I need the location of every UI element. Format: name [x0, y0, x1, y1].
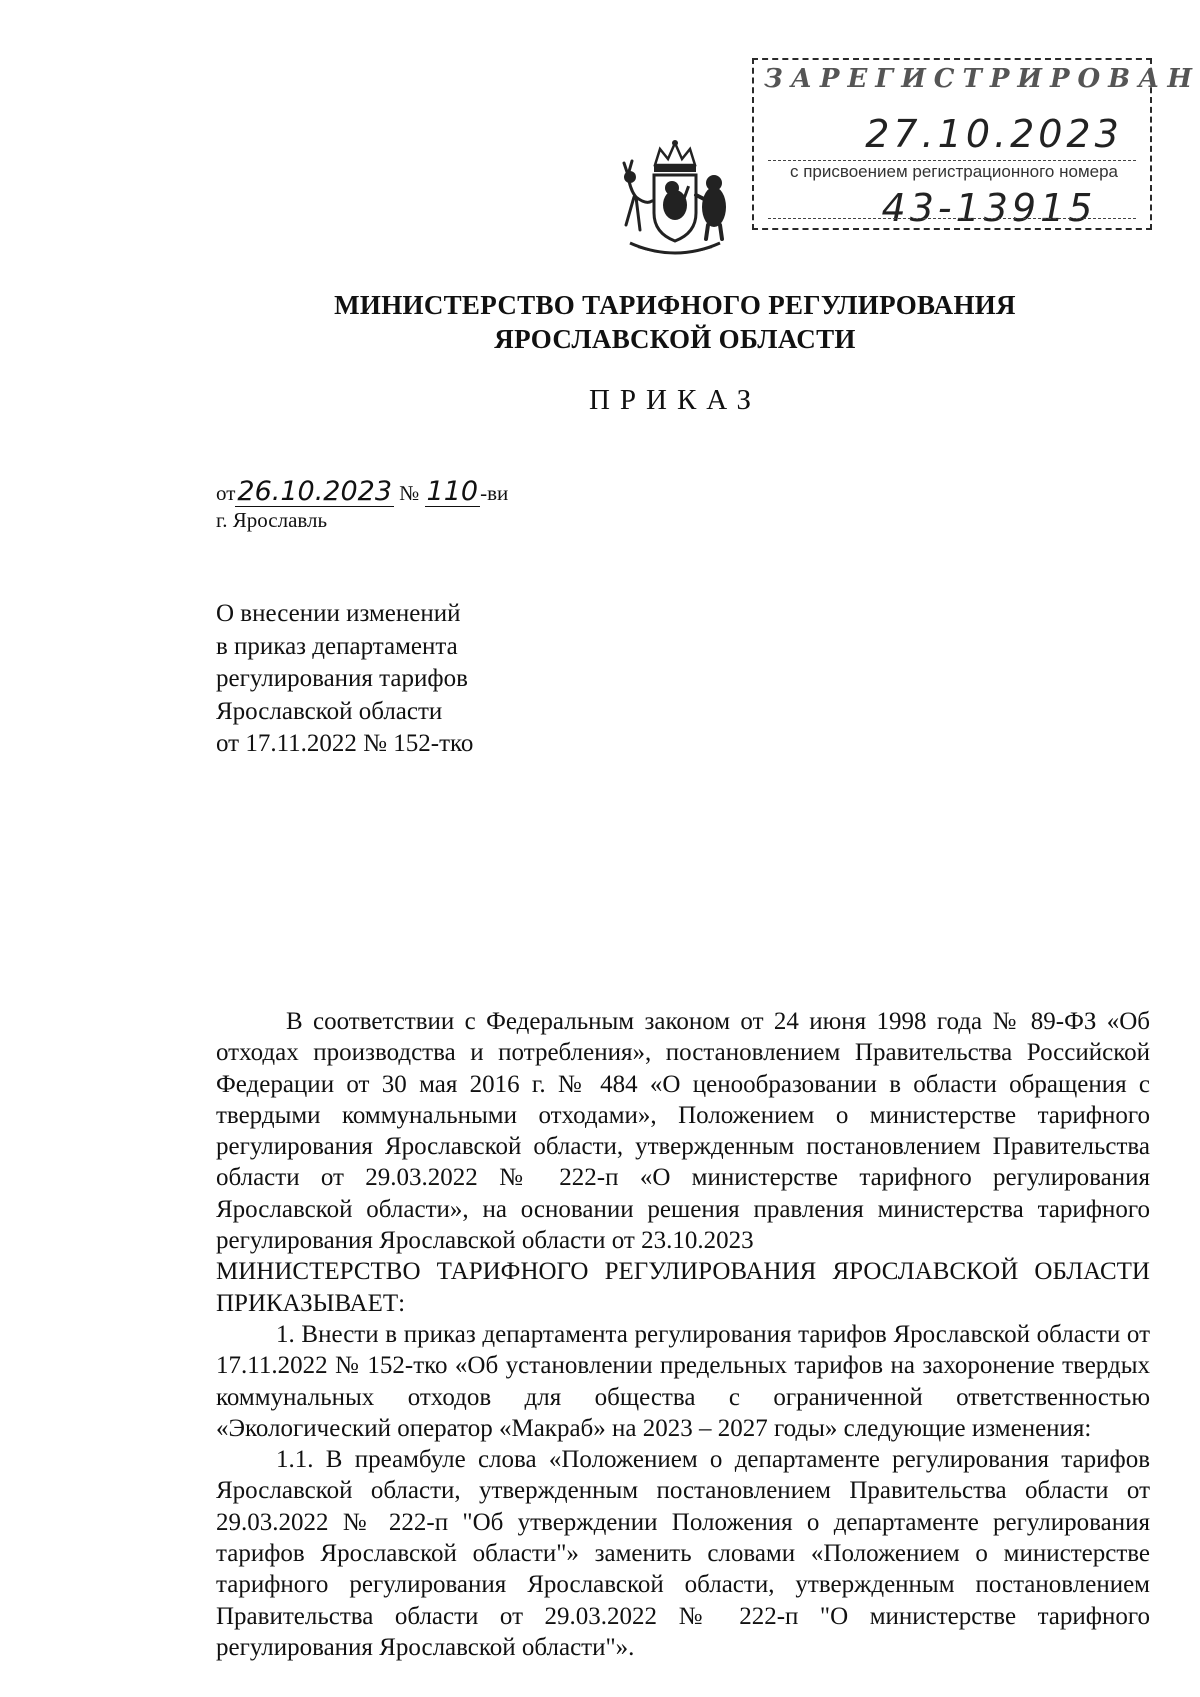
subject-line: регулирования тарифов — [216, 665, 468, 692]
registration-stamp — [752, 58, 1200, 230]
stamp-caption: с присвоением регистрационного номера — [790, 162, 1118, 181]
from-label: от — [216, 481, 236, 505]
order-number-suffix: -ви — [480, 481, 509, 505]
stamp-number: 43-13915 — [881, 186, 1097, 230]
order-date: 26.10.2023 — [237, 476, 392, 507]
stamp-divider — [768, 160, 1136, 161]
coat-of-arms-icon — [610, 135, 740, 265]
stamp-divider — [768, 218, 1136, 219]
organization-title-line1: МИНИСТЕРСТВО ТАРИФНОГО РЕГУЛИРОВАНИЯ — [334, 290, 1016, 320]
subject-line: О внесении изменений — [216, 600, 461, 627]
order-date-number — [216, 478, 508, 507]
item-1-paragraph: 1. Внести в приказ департамента регулирования тарифов Ярославской области от 17.11.2022 № 152-тко «Об установлении предельных тарифов на захоронение твердых коммунальных отходов для общества с ограниченной ответственностью «Экологический оператор «Макраб» на 2023 – 2027 годы» следующие изменения: — [216, 1320, 1150, 1442]
item-1-1-paragraph: 1.1. В преамбуле слова «Положением о департаменте регулирования тарифов Ярославской области, утвержденным постановлением Правительства области от 29.03.2022 № 222-п "Об утверждении Положения о департаменте регулирования тарифов Ярославской области"» заменить словами «Положением о министерстве тарифного регулирования Ярославской области, утвержденным постановлением Правительства области от 29.03.2022 № 222-п "О министерстве тарифного регулирования Ярославской области"». — [216, 1446, 1150, 1661]
number-label: № — [399, 481, 420, 505]
order-subject — [216, 598, 473, 761]
subject-line: от 17.11.2022 № 152-тко — [216, 730, 474, 757]
order-body — [216, 1006, 1150, 1663]
decree-paragraph: МИНИСТЕРСТВО ТАРИФНОГО РЕГУЛИРОВАНИЯ ЯРОСЛАВСКОЙ ОБЛАСТИ ПРИКАЗЫВАЕТ: — [216, 1258, 1150, 1317]
subject-line: в приказ департамента — [216, 632, 458, 660]
order-city: г. Ярославль — [216, 508, 328, 532]
preamble-paragraph: В соответствии с Федеральным законом от 24 июня 1998 года № 89-ФЗ «Об отходах производства и потребления», постановлением Правительства Российской Федерации от 30 мая 2016 г. № 484 «О ценообразовании в области обращения с твердыми коммунальными отходами», Положением о министерстве тарифного регулирования Ярославской области, утвержденным постановлением Правительства области от 29.03.2022 № 222-п «О министерстве тарифного регулирования Ярославской области», на основании решения правления министерства тарифного регулирования Ярославской области от 23.10.2023 — [216, 1008, 1150, 1255]
organization-title-line2: ЯРОСЛАВСКОЙ ОБЛАСТИ — [494, 324, 856, 354]
stamp-date: 27.10.2023 — [865, 112, 1123, 156]
document-type: ПРИКАЗ — [588, 384, 762, 416]
order-number: 110 — [426, 476, 479, 507]
subject-line: Ярославской области — [216, 697, 443, 725]
stamp-title: ЗАРЕГИСТРИРОВАН — [764, 64, 1200, 94]
